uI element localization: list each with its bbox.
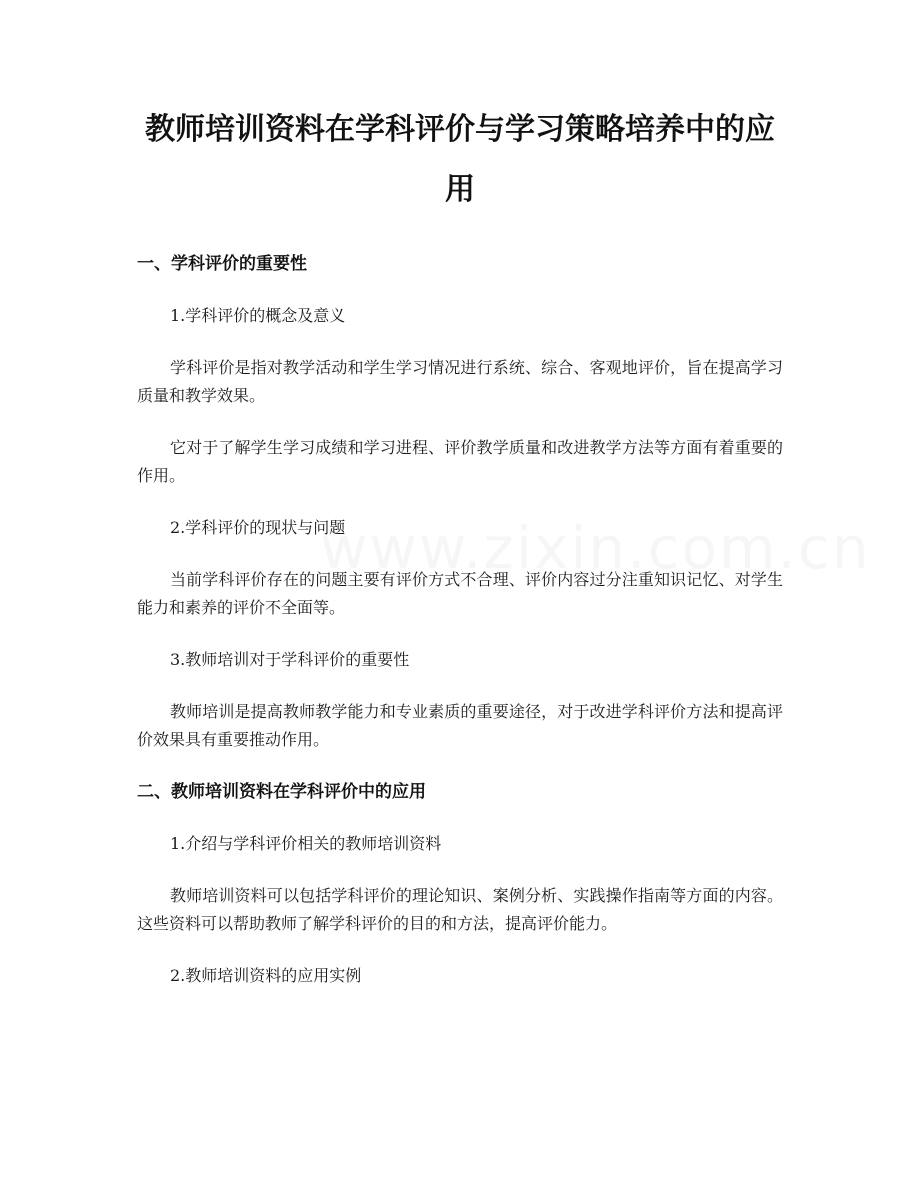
subsection-heading: 2.教师培训资料的应用实例 (170, 966, 362, 985)
paragraph: 教师培训资料可以包括学科评价的理论知识、案例分析、实践操作指南等方面的内容。这些资料可以帮助教师了解学科评价的目的和方法，提高评价能力。 (137, 886, 783, 933)
paragraph: 当前学科评价存在的问题主要有评价方式不合理、评价内容过分注重知识记忆、对学生能力和素养的评价不全面等。 (137, 570, 783, 617)
paragraph: 它对于了解学生学习成绩和学习进程、评价教学质量和改进教学方法等方面有着重要的作用。 (137, 438, 783, 485)
paragraph: 教师培训是提高教师教学能力和专业素质的重要途径，对于改进学科评价方法和提高评价效果具有重要推动作用。 (137, 702, 783, 749)
document-title: 教师培训资料在学科评价与学习策略培养中的应用 (145, 112, 775, 207)
subsection-heading: 2.学科评价的现状与问题 (170, 518, 346, 537)
subsection-heading: 1.学科评价的概念及意义 (170, 306, 346, 325)
section-heading: 一、学科评价的重要性 (137, 254, 307, 274)
subsection-heading: 3.教师培训对于学科评价的重要性 (170, 650, 410, 669)
subsection-heading: 1.介绍与学科评价相关的教师培训资料 (170, 834, 442, 853)
paragraph: 学科评价是指对教学活动和学生学习情况进行系统、综合、客观地评价，旨在提高学习质量和教学效果。 (137, 358, 783, 405)
section-heading: 二、教师培训资料在学科评价中的应用 (137, 782, 426, 802)
